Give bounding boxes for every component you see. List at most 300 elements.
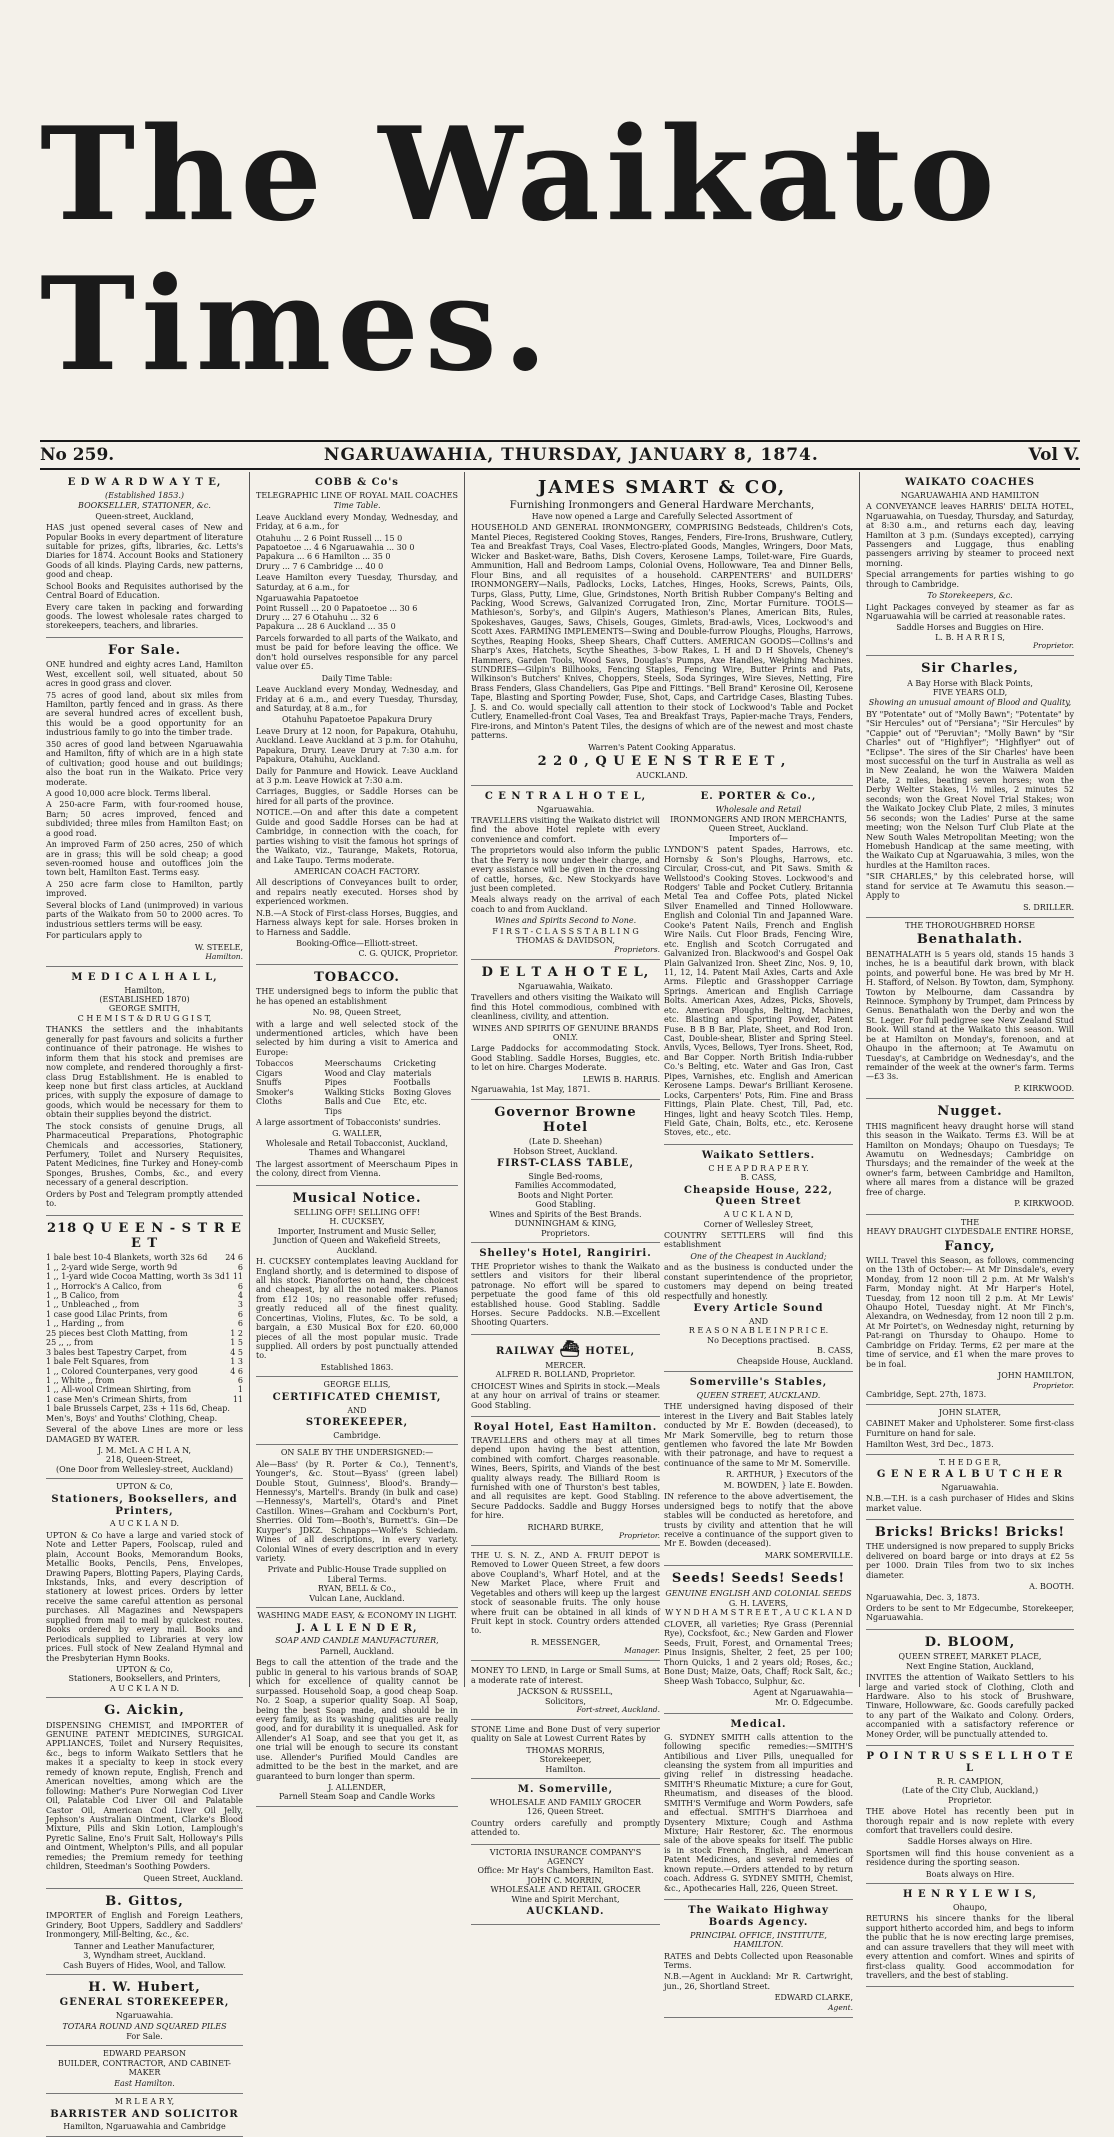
ad-fancy	[866, 1215, 1074, 1405]
ad-address: Queen-street, Auckland,	[95, 511, 194, 521]
ad-sub: Families Accommodated,	[514, 1181, 617, 1191]
ad-sub: Ngaruawahia.	[115, 2011, 174, 2021]
ad-signature: L. B. H A R R I S,	[935, 632, 1005, 642]
ad-james-smart	[471, 472, 853, 786]
ad-body: A large assortment of Tobacconists' sundries.	[256, 1117, 441, 1127]
ad-body: Travellers and others visiting the Waikato will find this Hotel commodious, combined with cleanliness, civility, and attention.	[471, 993, 660, 1022]
ad-body: THE undersigned is now prepared to supply Bricks delivered on board barge or into drays at £2 5s per 1000. Drain Tiles from two to six inches diameter.	[866, 1542, 1074, 1580]
ad-date: Ngaruawahia, 1st May, 1871.	[471, 1085, 591, 1095]
ad-sub: Ngaruawahia.	[536, 804, 595, 814]
price-val: 4 6	[230, 1366, 243, 1376]
ad-cobb	[256, 472, 458, 965]
ad-body: MONEY TO LEND, in Large or Small Sums, at a moderate rate of interest.	[471, 1666, 660, 1685]
ad-heading: T. H E D G E R,	[939, 1457, 1001, 1467]
price-desc: 1 bale Brussels Carpet, 23s + 11s 6d, Cheap.	[46, 1404, 230, 1414]
ad-body: IMPORTER of English and Foreign Leathers, Grindery, Boot Uppers, Saddlery and Saddlers' Ironmongery, Mill-Belting, &c., &c.	[46, 1911, 243, 1940]
ad-signature: R. MESSENGER,	[530, 1637, 601, 1647]
ad-leary	[46, 2094, 243, 2137]
ad-sub: Warren's Patent Cooking Apparatus.	[588, 742, 736, 752]
ad-signature: J. M. McL A C H L A N,	[97, 1446, 192, 1456]
price-row	[46, 1367, 243, 1376]
ad-body: CABINET Maker and Upholsterer. Some first-class Furniture on hand for sale.	[866, 1419, 1074, 1438]
ad-sub: Good Stabling.	[535, 1200, 596, 1210]
price-desc: 1 ,, Colored Counterpanes, very good	[46, 1366, 198, 1376]
ad-body: N.B.—T.H. is a cash purchaser of Hides and Skins market value.	[866, 1494, 1074, 1513]
ad-address: No. 98, Queen Street,	[312, 1008, 402, 1018]
ad-sub: Boats always on Hire.	[925, 1869, 1015, 1879]
ad-body: All descriptions of Conveyances built to order, and repairs neatly executed. Horses shod by experienced workmen.	[256, 878, 458, 907]
ad-address: 2 2 0 , Q U E E N S T R E E T ,	[537, 753, 787, 769]
price-val: 6	[237, 1309, 243, 1319]
goods-item: Snuffs	[256, 1078, 282, 1088]
columns	[40, 472, 1080, 2132]
price-desc: 3 bales best Tapestry Carpet, from	[46, 1347, 187, 1357]
ad-address: W Y N D H A M S T R E E T , A U C K L A N D	[665, 1608, 852, 1618]
ad-heading: Governor Browne Hotel	[494, 1104, 637, 1135]
price-desc: 1 ,, B Calico, from	[46, 1291, 120, 1301]
ad-signature: RYAN, BELL & Co.,	[317, 1584, 397, 1594]
ad-signature: Hamilton.	[205, 951, 243, 961]
ad-body: Begs to call the attention of the trade and the public in general to his various brands of SOAP, which for excellence of quality cannot be surpassed. Household Soap, a good cheap Soap. No. 2 Soap, a superior quality Soap. A1 Soap, being the best Soap made, and should be in every family, as its washing qualities are really good, and for durability it is unequalled. Ask for Allender's A1 Soap, and see that you get it, as one trial will be enough to secure its constant use. Allender's Purified Mould Candles are admitted to be the best in the market, and are guaranteed to burn longer than sperm.	[256, 1658, 458, 1781]
ad-body: Parcels forwarded to all parts of the Waikato, and must be paid for before leaving the office. We don't hold ourselves responsible for any parcel value over £5.	[256, 633, 458, 672]
ad-body: Orders to be sent to Mr Edgecumbe, Storekeeper, Ngaruawahia.	[866, 1604, 1074, 1623]
goods-grid	[256, 1059, 458, 1116]
ad-signature: Proprietor.	[1032, 1380, 1074, 1390]
ad-sub: No Deceptions practised.	[707, 1335, 810, 1345]
ad-address: Corner of Wellesley Street,	[703, 1219, 814, 1229]
ad-signature: P. KIRKWOOD.	[1014, 1199, 1074, 1209]
ad-body: Large Paddocks for accommodating Stock. Good Stabling. Saddle Horses, Buggies, etc. to let on hire. Charges Moderate.	[471, 1044, 660, 1073]
ad-sub: J. A L L E N D E R,	[296, 1622, 418, 1634]
ad-signature: Solicitors,	[545, 1696, 586, 1706]
price-row	[46, 1338, 243, 1347]
price-list	[46, 1253, 243, 1423]
ad-body: RATES and Debts Collected upon Reasonable Terms.	[664, 1951, 853, 1970]
ad-sub: East Hamilton.	[114, 2078, 175, 2088]
ad-street: Q U E E N - S T R E E T	[82, 1220, 242, 1251]
ad-sub: AND	[347, 1405, 367, 1415]
ad-sub: Private and Public-House Trade supplied on Liberal Terms.	[267, 1565, 447, 1584]
ad-henry-lewis	[866, 1884, 1074, 1987]
ad-heading: D E L T A H O T E L,	[481, 964, 650, 980]
ad-sub: Ohaupo,	[952, 1902, 988, 1912]
ad-sub: G. H. LAVERS,	[728, 1599, 789, 1609]
ad-sub: H. CUCKSEY,	[329, 1217, 385, 1227]
ad-sub: A U C K L A N D,	[723, 1210, 794, 1220]
ad-sub: AUCKLAND.	[526, 1906, 605, 1918]
ad-signature: MARK SOMERVILLE.	[764, 1550, 853, 1560]
ad-address: Queen Street, Auckland.	[708, 824, 809, 834]
ad-heading: COBB & Co's	[315, 477, 399, 488]
ad-body: "SIR CHARLES," by this celebrated horse, will stand for service at Te Awamutu this season.—Apply to	[866, 872, 1074, 901]
ad-heading: EDWARD PEARSON	[103, 2049, 186, 2059]
ad-body: A good 10,000 acre block. Terms liberal.	[46, 788, 211, 798]
ad-body: A 250-acre Farm, with four-roomed house, Barn; 50 acres improved, fenced and subdivided; three miles from Hamilton East; on a good road.	[46, 800, 243, 838]
price-desc: 1 ,, Harding ,, from	[46, 1319, 125, 1329]
ad-signature: Thames and Whangarei	[308, 1148, 406, 1158]
ad-for-sale	[46, 638, 243, 967]
ad-signature: P. KIRKWOOD.	[1014, 1083, 1074, 1093]
price-val: 1 3	[230, 1357, 243, 1367]
timetable-row: Otahuhu ... 2 6 Point Russell ... 15 0	[256, 533, 403, 543]
ad-body: Leave Auckland every Monday, Wednesday, and Friday at 6 a.m., and every Tuesday, Thursday, and Saturday, at 8 a.m., for	[256, 685, 458, 713]
ad-body: Orders by Post and Telegram promptly attended to.	[46, 1189, 243, 1209]
ad-address: 3, Wyndham street, Auckland.	[83, 1951, 206, 1961]
ad-heading: Seeds! Seeds! Seeds!	[671, 1571, 846, 1587]
price-row	[46, 1376, 243, 1385]
steamship-icon: ⛴	[559, 1338, 581, 1358]
ad-sir-charles	[866, 656, 1074, 918]
price-val: 6	[237, 1262, 243, 1272]
ad-sub: C H E M I S T & D R U G G I S T,	[77, 1013, 212, 1023]
ad-heading: RAILWAY	[495, 1345, 556, 1357]
ad-signature: Proprietors.	[541, 1228, 590, 1238]
ad-sub: F I R S T - C L A S S S T A B L I N G	[492, 926, 639, 936]
ad-sub: Ngaruawahia.	[941, 1482, 999, 1492]
ad-gittos	[46, 1889, 243, 1975]
price-desc: 1 ,, 2-yard wide Serge, worth 9d	[46, 1262, 178, 1272]
price-row	[46, 1300, 243, 1309]
ad-body: COUNTRY SETTLERS will find this establishment	[664, 1230, 853, 1250]
ad-sub: ALFRED R. BOLLAND, Proprietor.	[495, 1370, 636, 1380]
ad-somerville-grocer	[471, 1779, 660, 1845]
ad-sub: R E A S O N A B L E I N P R I C E.	[688, 1326, 829, 1336]
ad-body: RETURNS his sincere thanks for the liberal support hitherto accorded him, and begs to inform the public that he is now erecting large premises, and can assure travellers that they will meet with every attention and comfort. Wines and spirits of first-class quality. Good accommodation for travellers, and the best of stabling.	[866, 1914, 1074, 1981]
ad-heading: WASHING MADE EASY, & ECONOMY IN LIGHT.	[257, 1611, 457, 1621]
price-desc: 1 ,, Horrock's A Calico, from	[46, 1281, 162, 1291]
ad-heading: M. Somerville,	[517, 1783, 614, 1795]
ad-body: Country orders carefully and promptly attended to.	[471, 1818, 660, 1838]
ad-aickin	[46, 1698, 243, 1889]
price-val: 6	[237, 1375, 243, 1385]
ad-body: Sportsmen will find this house convenient as a residence during the sporting season.	[866, 1848, 1074, 1868]
ad-signature: UPTON & Co,	[116, 1664, 173, 1674]
ad-heading: UPTON & Co,	[116, 1482, 173, 1492]
ad-body: THE undersigned begs to inform the public that he has opened an establishment	[256, 987, 458, 1006]
goods-item: Footballs	[393, 1078, 431, 1088]
goods-item: Boxing Gloves	[393, 1087, 452, 1097]
timetable-row: Ngaruawahia Papatoetoe	[256, 594, 359, 604]
ad-upton	[46, 1479, 243, 1698]
goods-item: Cigars	[256, 1068, 283, 1078]
ad-heading: Musical Notice.	[292, 1190, 422, 1206]
price-row	[46, 1263, 243, 1272]
ad-sub: Wines and Spirits of the Best Brands.	[489, 1209, 642, 1219]
ad-bloom	[866, 1630, 1074, 1746]
price-val: 4 5	[230, 1347, 243, 1357]
ad-sub: Cash Buyers of Hides, Wool, and Tallow.	[63, 1960, 226, 1970]
issue-number: No 259.	[40, 445, 115, 465]
ad-heading: WAIKATO COACHES	[905, 477, 1035, 488]
ad-body: Light Packages conveyed by steamer as far as Ngaruawahia will be carried at reasonable rates.	[866, 602, 1074, 622]
ad-ryan-bell	[256, 1445, 458, 1608]
ad-sub: (Late D. Sheehan)	[528, 1137, 603, 1147]
ad-heading: TOBACCO.	[314, 969, 400, 985]
price-row	[46, 1395, 243, 1404]
ad-number: 218	[47, 1220, 78, 1236]
ad-heading: Shelley's Hotel, Rangiriri.	[479, 1248, 652, 1260]
ad-sub: Every Article Sound	[693, 1303, 824, 1315]
ad-heading: THE	[960, 1217, 980, 1227]
ad-sub: FIRST-CLASS TABLE,	[497, 1158, 634, 1170]
ad-body: THE Proprietor wishes to thank the Waikato settlers and visitors for their liberal patronage. No effort will be spared to perpetuate the good fame of this old established house. Good Stabling. Saddle Horses. Secure Paddocks. N.B.—Excellent Shooting Quarters.	[471, 1261, 660, 1328]
ad-hubert	[46, 1975, 243, 2046]
ad-body: THE U. S. N. Z., AND A. FRUIT DEPOT is Removed to Lower Queen Street, a few doors above Coupland's, Wharf Hotel, and at the New Market Place, where Fruit and Vegetables and others will keep up the largest stock of seasonable fruits. The only house where fruit can be obtained in all kinds of Fruit kept in stock. Country orders attended to.	[471, 1550, 660, 1636]
price-desc: 1 ,, All-wool Crimean Shirting, from	[46, 1385, 192, 1395]
ad-shelley	[471, 1243, 660, 1335]
ad-signature: Manager.	[624, 1646, 660, 1656]
ad-heading: Medical.	[730, 1718, 787, 1730]
ad-signature: Proprietor.	[1032, 641, 1074, 651]
ad-central-hotel	[471, 786, 660, 960]
ad-body: UPTON & Co have a large and varied stock of Note and Letter Papers, Foolscap, ruled and plain, Account Books, Memorandum Books, Metallic Books, Pencils, Pens, Envelopes, Drawing Papers, Blotting Papers, Playing Cards, Inkstands, Inks, and every description of stationery at lowest prices. Orders by letter receive the same careful attention as personal purchases. All Magazines and Newspapers supplied from mail to mail by quickest routes. Books ordered by every mail. Books and Periodicals supplied to Libraries at very low prices. Full stock of New Zealand Hymnal and the Presbyterian Hymn Books.	[46, 1530, 243, 1663]
ad-heading: Nugget.	[937, 1104, 1003, 1120]
ad-signature: Mr. O. Edgecumbe.	[775, 1698, 853, 1708]
ad-body: with a large and well selected stock of the undermentioned articles, which have been selected by him during a visit to America and Europe:	[256, 1019, 458, 1057]
ad-body: THE above Hotel has recently been put in thorough repair and is now replete with every comfort that travellers could desire.	[866, 1807, 1074, 1835]
ad-waikato-settlers	[664, 1145, 853, 1372]
ad-sub: Cheapside House, 222, Queen Street	[683, 1184, 834, 1208]
ad-point-russell-hotel	[866, 1746, 1074, 1884]
column-3-left	[471, 786, 660, 2018]
ad-sub: NGARUAWAHIA AND HAMILTON	[900, 490, 1040, 500]
ad-sub: AMERICAN COACH FACTORY.	[294, 866, 420, 876]
price-val: 1 11	[225, 1272, 243, 1282]
ad-body: Meals always ready on the arrival of each coach to and from Auckland.	[471, 895, 660, 914]
goods-item: Smoker's Cloths	[256, 1087, 294, 1107]
ad-signature: Proprietor.	[618, 1531, 660, 1541]
ad-body: Daily for Panmure and Howick. Leave Auckland at 3 p.m. Leave Howick at 7:30 a.m.	[256, 766, 458, 786]
ad-heading: JOHN SLATER,	[938, 1407, 1002, 1417]
ad-heading: Royal Hotel, East Hamilton.	[473, 1421, 658, 1433]
ad-sub: IRONMONGERS AND IRON MERCHANTS,	[670, 814, 847, 824]
ad-pearson	[46, 2046, 243, 2094]
price-val: 1 2	[230, 1328, 243, 1338]
ad-sub: Importer, Instrument and Music Seller,	[277, 1226, 437, 1236]
ad-signature: Stationers, Booksellers, and Printers,	[68, 1674, 221, 1684]
ad-body: Several blocks of Land (unimproved) in various parts of the Waikato from 50 to 2000 acres. To industrious settlers terms will be easy.	[46, 900, 243, 929]
ad-ellis	[256, 1377, 458, 1445]
ad-sub: A U C K L A N D.	[109, 1519, 180, 1529]
ad-heading: VICTORIA INSURANCE COMPANY'S AGENCY	[489, 1847, 642, 1866]
ad-sub: C H E A P D R A P E R Y.	[708, 1163, 809, 1173]
ad-body: WILL Travel this Season, as follows, commencing on the 13th of October:— At Mr Dinsdale's, every Monday, from 12 noon till 2 p.m. At Mr Walsh's Farm, Monday night. At Mr Harper's Hotel, Tuesday, from 12 noon till 2 p.m. At Mr Lewis' Ohaupo Hotel, Tuesday night. At Mr Finch's, Alexandra, on Wednesday, from 12 noon till 2 p.m. At Mr Poirtet's, on Wednesday night, returning by Pat-rangi on Thursday to Ohaupo. Home to Cambridge on Friday. Terms, £2 per mare at the time of service, and £1 when the mare proves to be in foal.	[866, 1255, 1074, 1369]
ad-tobacco	[256, 965, 458, 1186]
ad-sub: Showing an unusual amount of Blood and Quality,	[868, 698, 1072, 708]
ad-slater	[866, 1405, 1074, 1455]
ad-bricks	[866, 1520, 1074, 1630]
ad-body: H. CUCKSEY contemplates leaving Auckland for England shortly, and is determined to dispose of all his stock. Pianofortes on hand, the choicest and cheapest, by all the noted makers. Pianos from £12 10s; no reasonable offer refused; greatly reduced all of the finest quality. Concertinas, Violins, Flutes, &c. To be sold, a bargain, a £30 Musical Box for £20. 60,000 pieces of all the most popular music. Trade supplied. All orders by post punctually attended to.	[256, 1257, 458, 1361]
ad-medical	[664, 1714, 853, 1900]
price-row	[46, 1357, 243, 1366]
ad-signature: A. BOOTH.	[1029, 1582, 1074, 1592]
timetable-row: Point Russell ... 20 0 Papatoetoe ... 30 6	[256, 603, 418, 613]
price-row	[46, 1404, 243, 1413]
ad-body: LYNDON'S patent Spades, Harrows, etc. Hornsby & Son's Ploughs, Harrows, etc. Circular, Cross-cut, and Pit Saws. Smith & Wellstood's Cooking Stoves. Lockwood's and Rodgers' Table and Pocket Cutlery. Britannia Metal Tea and Coffee Pots, plated Nickel Silver Enamelled and Tinned Hollowware. English and Colonial Tin and Japanned Ware. Cooke's Patent Nails, French and English Wire Nails. Cut Floor Brads, Fencing Wire, etc. English and Scotch Corrugated and Galvanized Iron. Blackwood's and Gospel Oak Plain Galvanized Iron. Sheet Zinc, Nos. 9, 10, 11, 12, 14. Patent Mail Axles, Carts and Axle Arms. Fileptic and Grasshopper Carriage Springs. American and English Carriage Bolts. American Axes, Adzes, Picks, Shovels, etc. American Ploughs, Belting, Machines, etc. Blasting and Sporting Powder, Patent Fuse. B B B Bar, Plate, Sheet, and Rod Iron. Cast, Double-shear, Blister and Spring Steel. Anvils, Vyces, Bellows, Tyer Irons. Sheet, Rod, and Bar Copper. North British India-rubber Co.'s Belting, etc. Water and Gas Iron, Cast Pipes, Varnishes, etc. English and American Kerosene Lamps. Dewar's Brilliant Kerosene. Locks, Carpenters' Pots, Rim. Fine and Brass Fittings, Plain Plate. Chest, Till, Pad, etc. Hinges, light and heavy Scotch Tiles. Hemp, Field Gate, Chain, Bolts, etc., etc. Kerosene Stoves, etc., etc.	[664, 845, 853, 1138]
price-desc: 1 ,, 1-yard wide Cocoa Matting, worth 3s 3d	[46, 1272, 225, 1282]
ad-sub: WHOLESALE AND FAMILY GROCER	[489, 1797, 642, 1807]
ad-sub: GENERAL STOREKEEPER,	[59, 1997, 230, 2009]
ad-date: Cambridge, Sept. 27th, 1873.	[866, 1390, 987, 1400]
ad-body: BENATHALATH is 5 years old, stands 15 hands 3 inches, he is a beautiful dark brown, with black points, and powerful bone. He was bred by Mr H. H. Stafford, of Nelson. By Towton, dam, Symphony. Towton by Melbourne, dam Cassandra by Reinnoce. Symphony by Trumpet, dam Princess by Genus. Benathalath won the Derby and won the St. Leger. For full pedigree see New Zealand Stud Book. Will stand at the Waikato this season. Will be at Hamilton on Monday's, forenoon, and at Ohaupo in the afternoon; at Te Awamutu on Tuesday's, at Cambridge on Wednesday's, and the remainder of the week at the owner's farm. Terms—£3 3s.	[866, 949, 1074, 1082]
ad-signature: Vulcan Lane, Auckland.	[309, 1593, 405, 1603]
ad-sub: Cambridge.	[333, 1430, 381, 1440]
ad-sub: FIVE YEARS OLD,	[932, 687, 1008, 697]
ad-heading: Bricks! Bricks! Bricks!	[874, 1525, 1066, 1541]
ad-body: For particulars apply to	[46, 931, 142, 941]
ad-body: Every care taken in packing and forwarding goods. The lowest wholesale rates charged to storekeepers, teachers, and libraries.	[46, 602, 243, 631]
ad-victoria	[471, 1845, 660, 1925]
ad-body: An improved Farm of 250 acres, 250 of which are in grass; this will be sold cheap; a good seven-roomed house and outoffices join the town belt, Hamilton East. Terms easy.	[46, 840, 243, 878]
masthead-title: The Waikato Times.	[40, 100, 1001, 400]
ad-heading: D. BLOOM,	[924, 1634, 1016, 1650]
ad-railway-hotel	[471, 1335, 660, 1417]
ad-body: BY "Potentate" out of "Molly Bawn"; "Potentate" by "Sir Hercules" out of "Persiana"; "Sir Hercules" by "Cappie" out of "Peruvian"; "Molly Bawn" by "Sir Charles" out of "Highflyer"; "Highflyer" out of "Eclipse". The sires of the Sir Charles' have been most successful on the turf in Australia as well as in New Zealand, he won the Waiwera Maiden Plate, 2 miles, beating seven horses; won the Derby Welter Stakes, 1½ miles, 2 minutes 52 seconds; won the Great Novel Trial Stakes; won the Waikato Jockey Club Plate, 2 miles, 3 minutes 56 seconds; won the Ladies' Purse at the same meeting; won the Nelson Turf Club Plate at the New South Wales Metropolitan Meeting; won the Homebush Handicap at the same meeting, with the Waikato Cup at Ngaruawahia, 3 miles, won the hurdles at the Hamilton races.	[866, 709, 1074, 870]
ad-musical	[256, 1186, 458, 1378]
ad-address: 126, Queen Street.	[527, 1807, 604, 1817]
ad-sub: Wine and Spirit Merchant,	[511, 1894, 620, 1904]
ad-sub: WINES AND SPIRITS OF GENUINE BRANDS ONLY.	[472, 1023, 659, 1043]
goods-item: Wood and Clay Pipes	[324, 1068, 386, 1088]
price-desc: 1 bale best 10-4 Blankets, worth 32s 6d	[46, 1253, 208, 1263]
ad-body: Leave Drury at 12 noon, for Papakura, Otahuhu, Auckland. Leave Auckland at 3 p.m. for Otahuhu, Papakura, Drury. Leave Drury at 7:30 a.m. for Papakura, Otahuhu, Auckland.	[256, 726, 458, 765]
ad-body: and as the business is conducted under the constant superintendence of the proprietor, customers may depend on being treated respectfully and honestly.	[664, 1263, 853, 1301]
price-row	[46, 1385, 243, 1394]
price-desc: 1 case Men's Crimean Shirts, from	[46, 1394, 188, 1404]
price-val: 11	[232, 1394, 243, 1404]
ad-heading: E. PORTER & Co.,	[700, 790, 817, 802]
ad-body: THANKS the settlers and the inhabitants generally for past favours and solicits a further continuance of their patronage. He wishes to inform them that his stock and premises are now complete, and rendered thoroughly a first-class Drug Establishment. He is enabled to keep none but first class articles, at Auckland prices, with supply the exposure of damage to goods, which would be necessary for them to obtain their supplies beyond the district.	[46, 1025, 243, 1120]
ad-body: 75 acres of good land, about six miles from Hamilton, partly fenced and in grass. As there are several hundred acres of excellent bush, this would be a good opportunity for an industrious family to go into the timber trade.	[46, 690, 243, 738]
ad-signature: Cheapside House, Auckland.	[736, 1356, 853, 1366]
price-row	[46, 1291, 243, 1300]
ad-sub: BOOKSELLER, STATIONER, &c.	[78, 501, 211, 511]
ad-sub: AND	[748, 1316, 769, 1326]
ad-signature: JACKSON & RUSSELL,	[518, 1687, 613, 1697]
ad-body: The proprietors would also inform the public that the Ferry is now under their charge, and every assistance will be given in the crossing of cattle, horses, &c. New Stockyards have just been completed.	[471, 846, 660, 894]
ad-date: Hamilton West, 3rd Dec., 1873.	[866, 1440, 994, 1450]
ad-body: THE undersigned having disposed of their interest in the Livery and Bait Stables lately conducted by Mr E. Bowden (deceased), to Mr Mark Somerville, beg to return those gentlemen who favored the late Mr Bowden with their patronage, and have to request a continuance of the same to Mr M. Somerville.	[664, 1402, 853, 1468]
ad-heading: HOTEL,	[585, 1345, 636, 1357]
ad-signature: S. DRILLER.	[1023, 902, 1074, 912]
price-row	[46, 1272, 243, 1281]
ad-body: G. SYDNEY SMITH calls attention to the following specific remedies:—SMITH'S Antibilious and Liver Pills, unequalled for cleansing the system from all impurities and giving relief in distressing headache. SMITH'S Rheumatic Mixture; a cure for Gout, Rheumatism, and diseases of the blood. SMITH'S Vermifuge and Worm Powders, safe and effectual. SMITH'S Diarrhoea and Dysentery Mixture; Cough and Asthma Mixture; Hair Restorer, &c. The enormous sale of the above speaks for itself. The public is in stock French, English, and American Patent Medicines, and several remedies of known repute.—Orders attended to by return coach. Address G. SYDNEY SMITH, Chemist, &c., Apothecaries Hall, 226, Queen Street.	[664, 1732, 853, 1893]
ad-body: A 250 acre farm close to Hamilton, partly improved.	[46, 879, 243, 899]
ad-body: INVITES the attention of Waikato Settlers to his large and varied stock of Clothing, Cloth and Hardware. Also to his stock of Brushware, Tinware, Hollowware, &c. Goods carefully packed to any part of the Waikato and Colony. Orders, accompanied with a satisfactory reference or Money Order, will be punctually attended to.	[866, 1673, 1074, 1739]
ad-queen-street-218	[46, 1216, 243, 1480]
timetable-row: Papatoetoe ... 4 6 Ngaruawahia ... 30 0	[256, 542, 415, 552]
ad-money	[471, 1661, 660, 1720]
place-date: NGARUAWAHIA, THURSDAY, JANUARY 8, 1874.	[323, 445, 819, 465]
ad-delta-hotel	[471, 960, 660, 1100]
goods-item: Tobaccos	[256, 1059, 294, 1069]
ad-heading: JAMES SMART & CO,	[537, 477, 787, 498]
ad-sub: Have now opened a Large and Carefully Selected Assortment of	[531, 512, 793, 522]
ad-heading: Benathalath.	[916, 932, 1024, 948]
ad-sub: SOAP AND CANDLE MANUFACTURER,	[275, 1636, 439, 1646]
ad-signature: Fort-street, Auckland.	[576, 1704, 660, 1714]
ad-sub: R. R. CAMPION,	[936, 1776, 1004, 1786]
ad-heading: M R L E A R Y,	[114, 2097, 175, 2107]
ad-body: HOUSEHOLD AND GENERAL IRONMONGERY, COMPRISING Bedsteads, Children's Cots, Mantel Pieces, Registered Cooking Stoves, Ranges, Fenders, Fire-Irons, Brushware, Cutlery, Tea and Breakfast Trays, Coal Vases, Electro-plated Goods, Mangles, Wringers, Door Mats, Wicker and Basket-ware, Baths, Dish Covers, Kerosene Lamps, Toilet-ware, Fire Guards, Ammunition, Hall and Bedroom Lamps, Colonial Ovens, Hollowware, Tea and Dinner Bells, Flour Bins, and all requisites of a household. CARPENTERS' and BUILDERS' IRONMONGERY—Nails, Padlocks, Locks, Latches, Hinges, Hooks, Screws, Paints, Oils, Turps, Glass, Putty, Lime, Glue, Grindstones, North British Rubber Company's Belting and Packing, Wood Screws, Galvanized Corrugated Iron, Zinc, Mortar Furniture. TOOLS—Mathieson's, Sorby's, and Gilpin's Augers, Mathieson's Planes, American Bits, Rules, Spokeshaves, Gauges, Saws, Chisels, Gouges, Gimlets, Brad-awls, Vices, Lockwood's and Scott Axes. FARMING IMPLEMENTS—Swing and Double-furrow Ploughs, Ploughs, Harrows, Scythes, Reaping Hooks, Sheep Shears, Chaff Cutters. AMERICAN GOODS—Collins's and Sharp's Axes, Hatchets, Scythe Sheathes, 3-bow Rakes, L H and D H Shovels, Cheney's Hammers, Garden Tools, Wood Saws, Douglas's Pumps, Axe Handles, Weighing Machines. SUNDRIES—Gilpin's Billhooks, Fencing Staples, Fencing Wire, Butter Prints and Pats, Wilkinson's Butchers' Knives, Choppers, Steels, Soda Syringes, Wire Sieves, Netting, Fire Brass Fenders, Glass Chandeliers, Gas Pipe and Fittings. "Bell Brand" Kerosine Oil, Kerosene Tape, Blasting and Sporting Powder, Fuse, Shot, Caps, and Cartridge Cases, Blasting Tubes. J. S. and Co. would specially call attention to their stock of Lockwood's Table and Pocket Cutlery, Enamelled-front Coal Vases, Tea and Breakfast Trays, Papier-mache Trays, Fenders, Fire-irons, and Minton's Patent Tiles, the designs of which are of the newest and most chaste patterns.	[471, 523, 853, 741]
goods-item: Walking Sticks	[324, 1087, 385, 1097]
ad-sub: Proprietor.	[948, 1795, 992, 1805]
ad-sub: Saddle Horses and Buggies on Hire.	[896, 623, 1044, 633]
ad-sub: AUCKLAND.	[636, 771, 688, 781]
ad-highway-boards	[664, 1900, 853, 2018]
timetable-row: Papakura ... 28 6 Auckland ... 35 0	[256, 622, 396, 632]
ad-sub: TOTARA ROUND AND SQUARED PILES	[62, 2021, 227, 2031]
ad-sub: Office: Mr Hay's Chambers, Hamilton East.	[477, 1866, 654, 1876]
ad-address: Hobson Street, Auckland.	[513, 1146, 618, 1156]
ad-body: N.B.—A Stock of First-class Horses, Buggies, and Harness always kept for sale. Horses broken in to Harness and Saddle.	[256, 908, 458, 937]
ad-sub: GENUINE ENGLISH AND COLONIAL SEEDS	[665, 1588, 852, 1598]
column-2	[250, 472, 465, 1802]
price-desc: 1 ,, Unbleached ,, from	[46, 1300, 140, 1310]
ad-body: Special arrangements for parties wishing to go through to Cambridge.	[866, 570, 1074, 589]
ad-sub: One of the Cheapest in Auckland;	[690, 1251, 827, 1261]
ad-heading: G. Aickin,	[104, 1703, 185, 1719]
ad-heading: B. Gittos,	[105, 1894, 184, 1910]
ad-sub: HEAVY DRAUGHT CLYDESDALE ENTIRE HORSE,	[866, 1227, 1074, 1237]
column-3-right	[664, 786, 853, 2018]
ad-sub: For Sale.	[126, 2031, 163, 2041]
ad-body: NOTICE.—On and after this date a competent Guide and good Saddle Horses can be had at Cambridge, in connection with the coach, for parties wishing to visit the famous hot springs of the Waikato, viz., Taurange, Makets, Rotorua, and Lake Taupo. Terms moderate.	[256, 808, 458, 865]
ad-address: Junction of Queen and Wakefield Streets, Auckland.	[273, 1236, 441, 1255]
price-row	[46, 1310, 243, 1319]
ad-nugget	[866, 1099, 1074, 1214]
volume-number: Vol V.	[1028, 445, 1080, 465]
ad-sub: Boots and Night Porter.	[517, 1190, 614, 1200]
ad-heading: The Waikato Highway Boards Agency.	[688, 1905, 829, 1928]
price-desc: 25 ,, ,, from	[46, 1338, 94, 1348]
ad-sub: B. CASS,	[740, 1173, 777, 1183]
ad-sub: PRINCIPAL OFFICE, INSTITUTE, HAMILTON.	[690, 1930, 827, 1950]
ad-signature: M. BOWDEN, } late E. Bowden.	[723, 1480, 853, 1490]
ad-fruit-depot	[471, 1546, 660, 1661]
ad-sub: To Storekeepers, &c.	[927, 591, 1013, 601]
ad-body: ONE hundred and eighty acres Land, Hamilton West, excellent soil, well situated, about 50 acres in good grass and clover.	[46, 660, 243, 689]
ad-medical-hall	[46, 967, 243, 1216]
ad-body: School Books and Requisites authorised by the Central Board of Education.	[46, 581, 243, 601]
ad-body: Otahuhu Papatoetoe Papakura Drury	[281, 715, 432, 725]
ad-heading: Stationers, Booksellers, and Printers,	[51, 1493, 238, 1517]
ad-body: DISPENSING CHEMIST, and IMPORTER of GENUINE PATENT MEDICINES, SURGICAL APPLIANCES, Toilet and Nursery Requisites, &c., begs to inform Waikato Settlers that he makes it a specialty to keep in stock every remedy of known repute, English, French and American novelties, among which are the following: Mather's Pure Norwegian Cod Liver Oil, Palatable Cod Liver Oil and Palatable Castor Oil, American Cod Liver Oil Jelly, Jephson's Australian Ointment, Clarke's Blood Mixture, Pills and Skin Lotion, Lamplough's Pyretic Saline, Eno's Fruit Salt, Holloway's Pills and Ointment, Whelpton's Pills, and all popular remedies; the Premium remedy for teething children, Steedman's Soothing Powders.	[46, 1720, 243, 1872]
ad-signature: R. ARTHUR, } Executors of the	[725, 1470, 853, 1480]
ad-sub: Next Engine Station, Auckland,	[906, 1661, 1034, 1671]
ad-signature: RICHARD BURKE,	[527, 1522, 604, 1532]
dateline	[40, 440, 1080, 470]
ad-body: CHOICEST Wines and Spirits in stock.—Meals at any hour on arrival of trains or steamer. Good Stabling.	[471, 1381, 660, 1410]
timetable-row: Drury ... 7 6 Cambridge ... 40 0	[256, 561, 384, 571]
ad-heading: Waikato Settlers.	[701, 1149, 816, 1161]
ad-signature: Parnell Steam Soap and Candle Works	[278, 1792, 436, 1802]
timetable-row: Papakura ... 6 6 Hamilton ... 35 0	[256, 552, 391, 562]
price-row	[46, 1319, 243, 1328]
ad-body: 350 acres of good land between Ngaruawahia and Hamilton, fifty of which are in a high state of cultivation; good house and out buildings; also the boat run in the Waikato. Price very moderate.	[46, 739, 243, 787]
ad-sub: (ESTABLISHED 1870)	[99, 995, 190, 1005]
ad-sub: G E N E R A L B U T C H E R	[876, 1468, 1064, 1480]
ad-heading: E D W A R D W A Y T E,	[67, 477, 222, 488]
ad-sub: Established 1863.	[320, 1362, 394, 1372]
price-val: 4	[237, 1291, 243, 1301]
column-1	[40, 472, 250, 2132]
column-3	[465, 472, 860, 2012]
ad-body: TRAVELLERS visiting the Waikato district will find the above Hotel replete with every convenience and comfort.	[471, 815, 660, 844]
ad-sub: Furnishing Ironmongers and General Hardware Merchants,	[509, 500, 815, 512]
ad-body: A CONVEYANCE leaves HARRIS' DELTA HOTEL, Ngaruawahia, on Tuesday, Thursday, and Saturday, at 8:30 a.m., and returns each day, leaving Hamilton at 3 p.m. (Sundays excepted), carrying Passengers and Luggage, thus enabling passengers arriving by steamer to proceed next morning.	[866, 502, 1075, 568]
price-desc: Men's, Boys' and Youths' Clothing, Cheap.	[46, 1413, 218, 1423]
